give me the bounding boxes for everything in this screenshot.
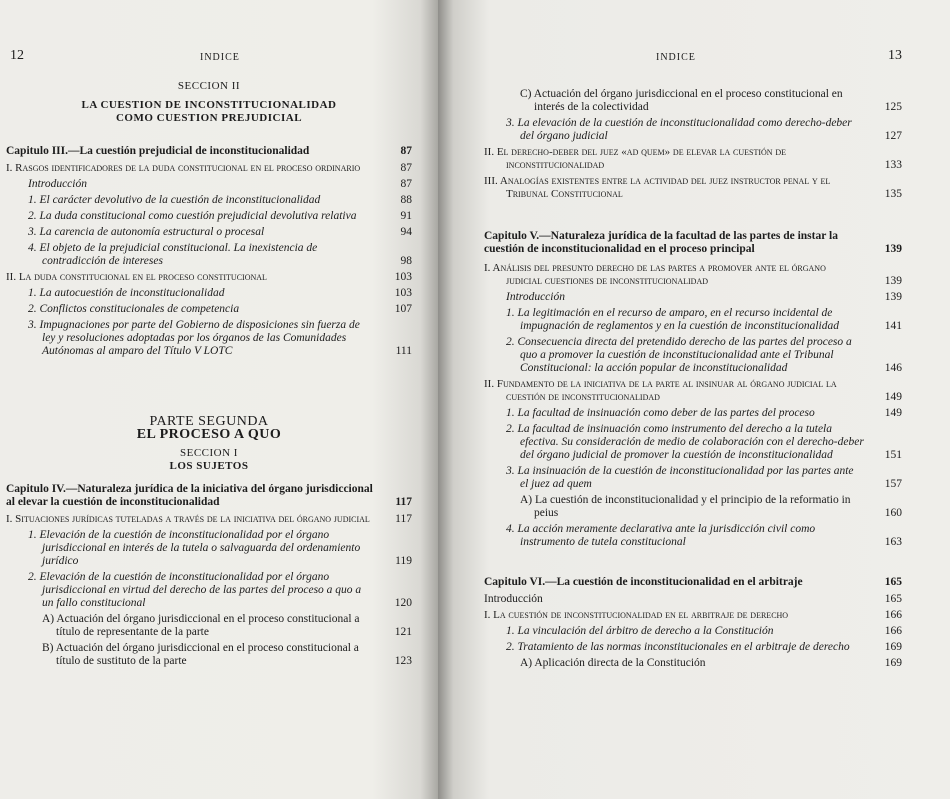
section-title: LA CUESTION DE INCONSTITUCIONALIDAD: [81, 99, 337, 111]
entry-page: 117: [395, 513, 412, 525]
part-title: EL PROCESO A QUO: [136, 427, 282, 442]
toc-entry[interactable]: [6, 242, 412, 268]
entry-page: 111: [395, 345, 412, 357]
entry-page: 149: [884, 407, 902, 419]
entry-text: 1. Elevación de la cuestión de inconstitucionalidad por el órgano jurisdiccional en interés de la tutela o salvaguarda del ordenamiento jurídico: [28, 529, 361, 567]
section-label: SECCION I: [180, 447, 238, 459]
running-head: INDICE: [200, 52, 240, 63]
entry-page: 88: [400, 194, 412, 206]
part-label: PARTE SEGUNDA: [149, 414, 269, 429]
entry-text: I. Situaciones jurídicas tuteladas a través de la iniciativa del órgano judicial: [6, 513, 370, 525]
entry-page: 165: [884, 593, 902, 605]
right-page: [438, 0, 950, 799]
entry-text: 2. Elevación de la cuestión de inconstitucionalidad por el órgano jurisdiccional en virtud del derecho de las partes del proceso a quo a un fallo constitucional: [28, 571, 362, 609]
entry-text: II. Fundamento de la iniciativa de la parte al insinuar al órgano judicial la cuestión de inconstitucionalidad: [484, 378, 837, 403]
entry-page: 169: [884, 641, 902, 653]
toc-entry[interactable]: [484, 407, 902, 420]
toc-entry[interactable]: [6, 613, 412, 639]
entry-page: 98: [400, 255, 412, 267]
entry-text: 2. Consecuencia directa del pretendido derecho de las partes del proceso a quo a promover la cuestión de inconstitucionalidad ante el Tribunal Constitucional: la acción popular de inconstitucionalidad: [506, 336, 852, 374]
toc-entry[interactable]: [484, 88, 902, 114]
entry-text: I. Rasgos identificadores de la duda constitucional en el proceso ordinario: [6, 162, 361, 174]
toc-entry[interactable]: [6, 529, 412, 568]
toc-entry[interactable]: [484, 423, 902, 462]
entry-text: 1. La facultad de insinuación como deber de las partes del proceso: [506, 407, 815, 419]
entry-list: [6, 162, 412, 358]
toc-entry[interactable]: [484, 175, 902, 201]
toc-entry[interactable]: [484, 117, 902, 143]
entry-page: 117: [395, 496, 412, 508]
entry-text: 2. Conflictos constitucionales de competencia: [28, 303, 240, 315]
entry-text: 3. Impugnaciones por parte del Gobierno de disposiciones sin fuerza de ley y resoluciones adoptadas por los órganos de las Comunidades Autónomas al amparo del Título V LOTC: [28, 319, 360, 357]
entry-page: 127: [884, 130, 902, 142]
toc-entry[interactable]: [6, 287, 412, 300]
section-label: SECCION II: [177, 80, 241, 92]
entry-page: 166: [884, 609, 902, 621]
entry-page: 123: [394, 655, 412, 667]
toc-entry[interactable]: [6, 271, 412, 284]
entry-text: Capitulo VI.—La cuestión de inconstitucionalidad en el arbitraje: [484, 576, 803, 588]
entry-page: 120: [394, 597, 412, 609]
toc-entry[interactable]: [6, 178, 412, 191]
toc-entry[interactable]: [484, 336, 902, 375]
entry-text: II. La duda constitucional en el proceso constitucional: [6, 271, 267, 283]
entry-text: Introducción: [484, 593, 543, 605]
entry-list: [484, 88, 902, 201]
entry-page: 133: [884, 159, 902, 171]
toc-entry[interactable]: [484, 625, 902, 638]
entry-text: Introducción: [506, 291, 565, 303]
entry-text: 2. La duda constitucional como cuestión prejudicial devolutiva relativa: [28, 210, 357, 222]
entry-page: 135: [884, 188, 902, 200]
toc-entry[interactable]: [484, 146, 902, 172]
entry-page: 87: [400, 178, 412, 190]
toc-entry[interactable]: [6, 162, 412, 175]
section-title: COMO CUESTION PREJUDICIAL: [115, 112, 303, 124]
entry-page: 119: [395, 555, 412, 567]
entry-text: II. El derecho-deber del juez «ad quem» de elevar la cuestión de inconstitucionalidad: [484, 146, 786, 171]
entry-text: Capitulo IV.—Naturaleza jurídica de la iniciativa del órgano jurisdiccional al elevar la cuestión de inconstitucionalidad: [6, 483, 373, 508]
toc-entry[interactable]: [484, 593, 902, 606]
toc-entry[interactable]: [484, 307, 902, 333]
entry-text: 3. La elevación de la cuestión de inconstitucionalidad como derecho-deber del órgano judicial: [506, 117, 852, 142]
entry-text: A) La cuestión de inconstitucionalidad y el principio de la reformatio in peius: [520, 494, 851, 519]
entry-page: 169: [884, 657, 902, 669]
toc-entry[interactable]: [484, 657, 902, 670]
entry-page: 165: [884, 576, 902, 588]
section-title: LOS SUJETOS: [169, 460, 249, 472]
toc-entry[interactable]: [484, 523, 902, 549]
entry-text: I. La cuestión de inconstitucionalidad en el arbitraje de derecho: [484, 609, 789, 621]
entry-text: 4. El objeto de la prejudicial constitucional. La inexistencia de contradicción de intereses: [28, 242, 318, 267]
entry-text: A) Actuación del órgano jurisdiccional en el proceso constitucional a título de representante de la parte: [42, 613, 360, 638]
entry-page: 94: [400, 226, 412, 238]
entry-page: 107: [394, 303, 412, 315]
entry-text: B) Actuación del órgano jurisdiccional en el proceso constitucional a título de sustituto de la parte: [42, 642, 359, 667]
toc-entry[interactable]: [484, 291, 902, 304]
entry-page: 121: [394, 626, 412, 638]
toc-entry[interactable]: [484, 494, 902, 520]
entry-text: Capitulo V.—Naturaleza jurídica de la facultad de las partes de instar la cuestión de inconstitucionalidad en el proceso principal: [484, 230, 838, 255]
entry-text: C) Actuación del órgano jurisdiccional en el proceso constitucional en interés de la colectividad: [520, 88, 843, 113]
toc-entry[interactable]: [484, 378, 902, 404]
toc-right: [484, 88, 902, 673]
toc-entry[interactable]: [6, 303, 412, 316]
toc-entry[interactable]: [6, 642, 412, 668]
page-number: 13: [888, 48, 902, 63]
entry-page: 160: [884, 507, 902, 519]
entry-list: [484, 262, 902, 549]
entry-page: 87: [400, 162, 412, 174]
entry-page: 91: [400, 210, 412, 222]
entry-page: 103: [394, 287, 412, 299]
entry-text: 2. Tratamiento de las normas inconstitucionales en el arbitraje de derecho: [506, 641, 850, 653]
toc-entry[interactable]: [484, 465, 902, 491]
toc-entry[interactable]: [6, 319, 412, 358]
entry-text: A) Aplicación directa de la Constitución: [520, 657, 706, 669]
entry-text: 2. La facultad de insinuación como instrumento del derecho a la tutela efectiva. Su consideración de medio de colaboración con el derecho-deber del órgano judicial de promover la cuestión de inconstitucionalidad: [506, 423, 864, 461]
entry-page: 149: [884, 391, 902, 403]
entry-list: [484, 593, 902, 670]
toc-left: [6, 80, 412, 671]
entry-page: 146: [884, 362, 902, 374]
chapter-entry[interactable]: [6, 483, 412, 509]
entry-text: III. Analogías existentes entre la actividad del juez instructor penal y el Tribunal Constitucional: [484, 175, 831, 200]
entry-text: I. Análisis del presunto derecho de las partes a promover ante el órgano judicial cuestiones de inconstitucionalidad: [484, 262, 826, 287]
toc-entry[interactable]: [6, 210, 412, 223]
entry-page: 141: [884, 320, 902, 332]
toc-entry[interactable]: [6, 513, 412, 526]
entry-text: 4. La acción meramente declarativa ante la jurisdicción civil como instrumento de tutela constitucional: [506, 523, 816, 548]
toc-entry[interactable]: [6, 571, 412, 610]
chapter-entry[interactable]: [6, 145, 412, 158]
entry-text: 3. La insinuación de la cuestión de inconstitucionalidad por las partes ante el juez ad quem: [506, 465, 854, 490]
entry-page: 151: [884, 449, 902, 461]
entry-page: 139: [884, 291, 902, 303]
entry-page: 166: [884, 625, 902, 637]
entry-page: 103: [394, 271, 412, 283]
left-page: [0, 0, 438, 799]
entry-page: 87: [400, 145, 412, 157]
page-number: 12: [10, 48, 24, 63]
entry-text: 1. El carácter devolutivo de la cuestión de inconstitucionalidad: [28, 194, 321, 206]
entry-text: 1. La autocuestión de inconstitucionalidad: [28, 287, 225, 299]
entry-list: [6, 513, 412, 668]
entry-text: 1. La legitimación en el recurso de amparo, en el recurso incidental de impugnación de reglamentos y en la cuestión de inconstitucionalidad: [506, 307, 839, 332]
toc-entry[interactable]: [6, 194, 412, 207]
toc-entry[interactable]: [484, 609, 902, 622]
entry-text: 3. La carencia de autonomía estructural o procesal: [28, 226, 265, 238]
running-head: INDICE: [656, 52, 696, 63]
chapter-entry[interactable]: [484, 576, 902, 589]
entry-page: 125: [884, 101, 902, 113]
entry-page: 157: [884, 478, 902, 490]
entry-page: 139: [884, 275, 902, 287]
toc-entry[interactable]: [484, 641, 902, 654]
chapter-entry[interactable]: [484, 230, 902, 256]
entry-text: 1. La vinculación del árbitro de derecho a la Constitución: [506, 625, 774, 637]
entry-text: Capitulo III.—La cuestión prejudicial de inconstitucionalidad: [6, 145, 310, 157]
entry-page: 139: [884, 243, 902, 255]
entry-page: 163: [884, 536, 902, 548]
toc-entry[interactable]: [6, 226, 412, 239]
toc-entry[interactable]: [484, 262, 902, 288]
entry-text: Introducción: [28, 178, 87, 190]
